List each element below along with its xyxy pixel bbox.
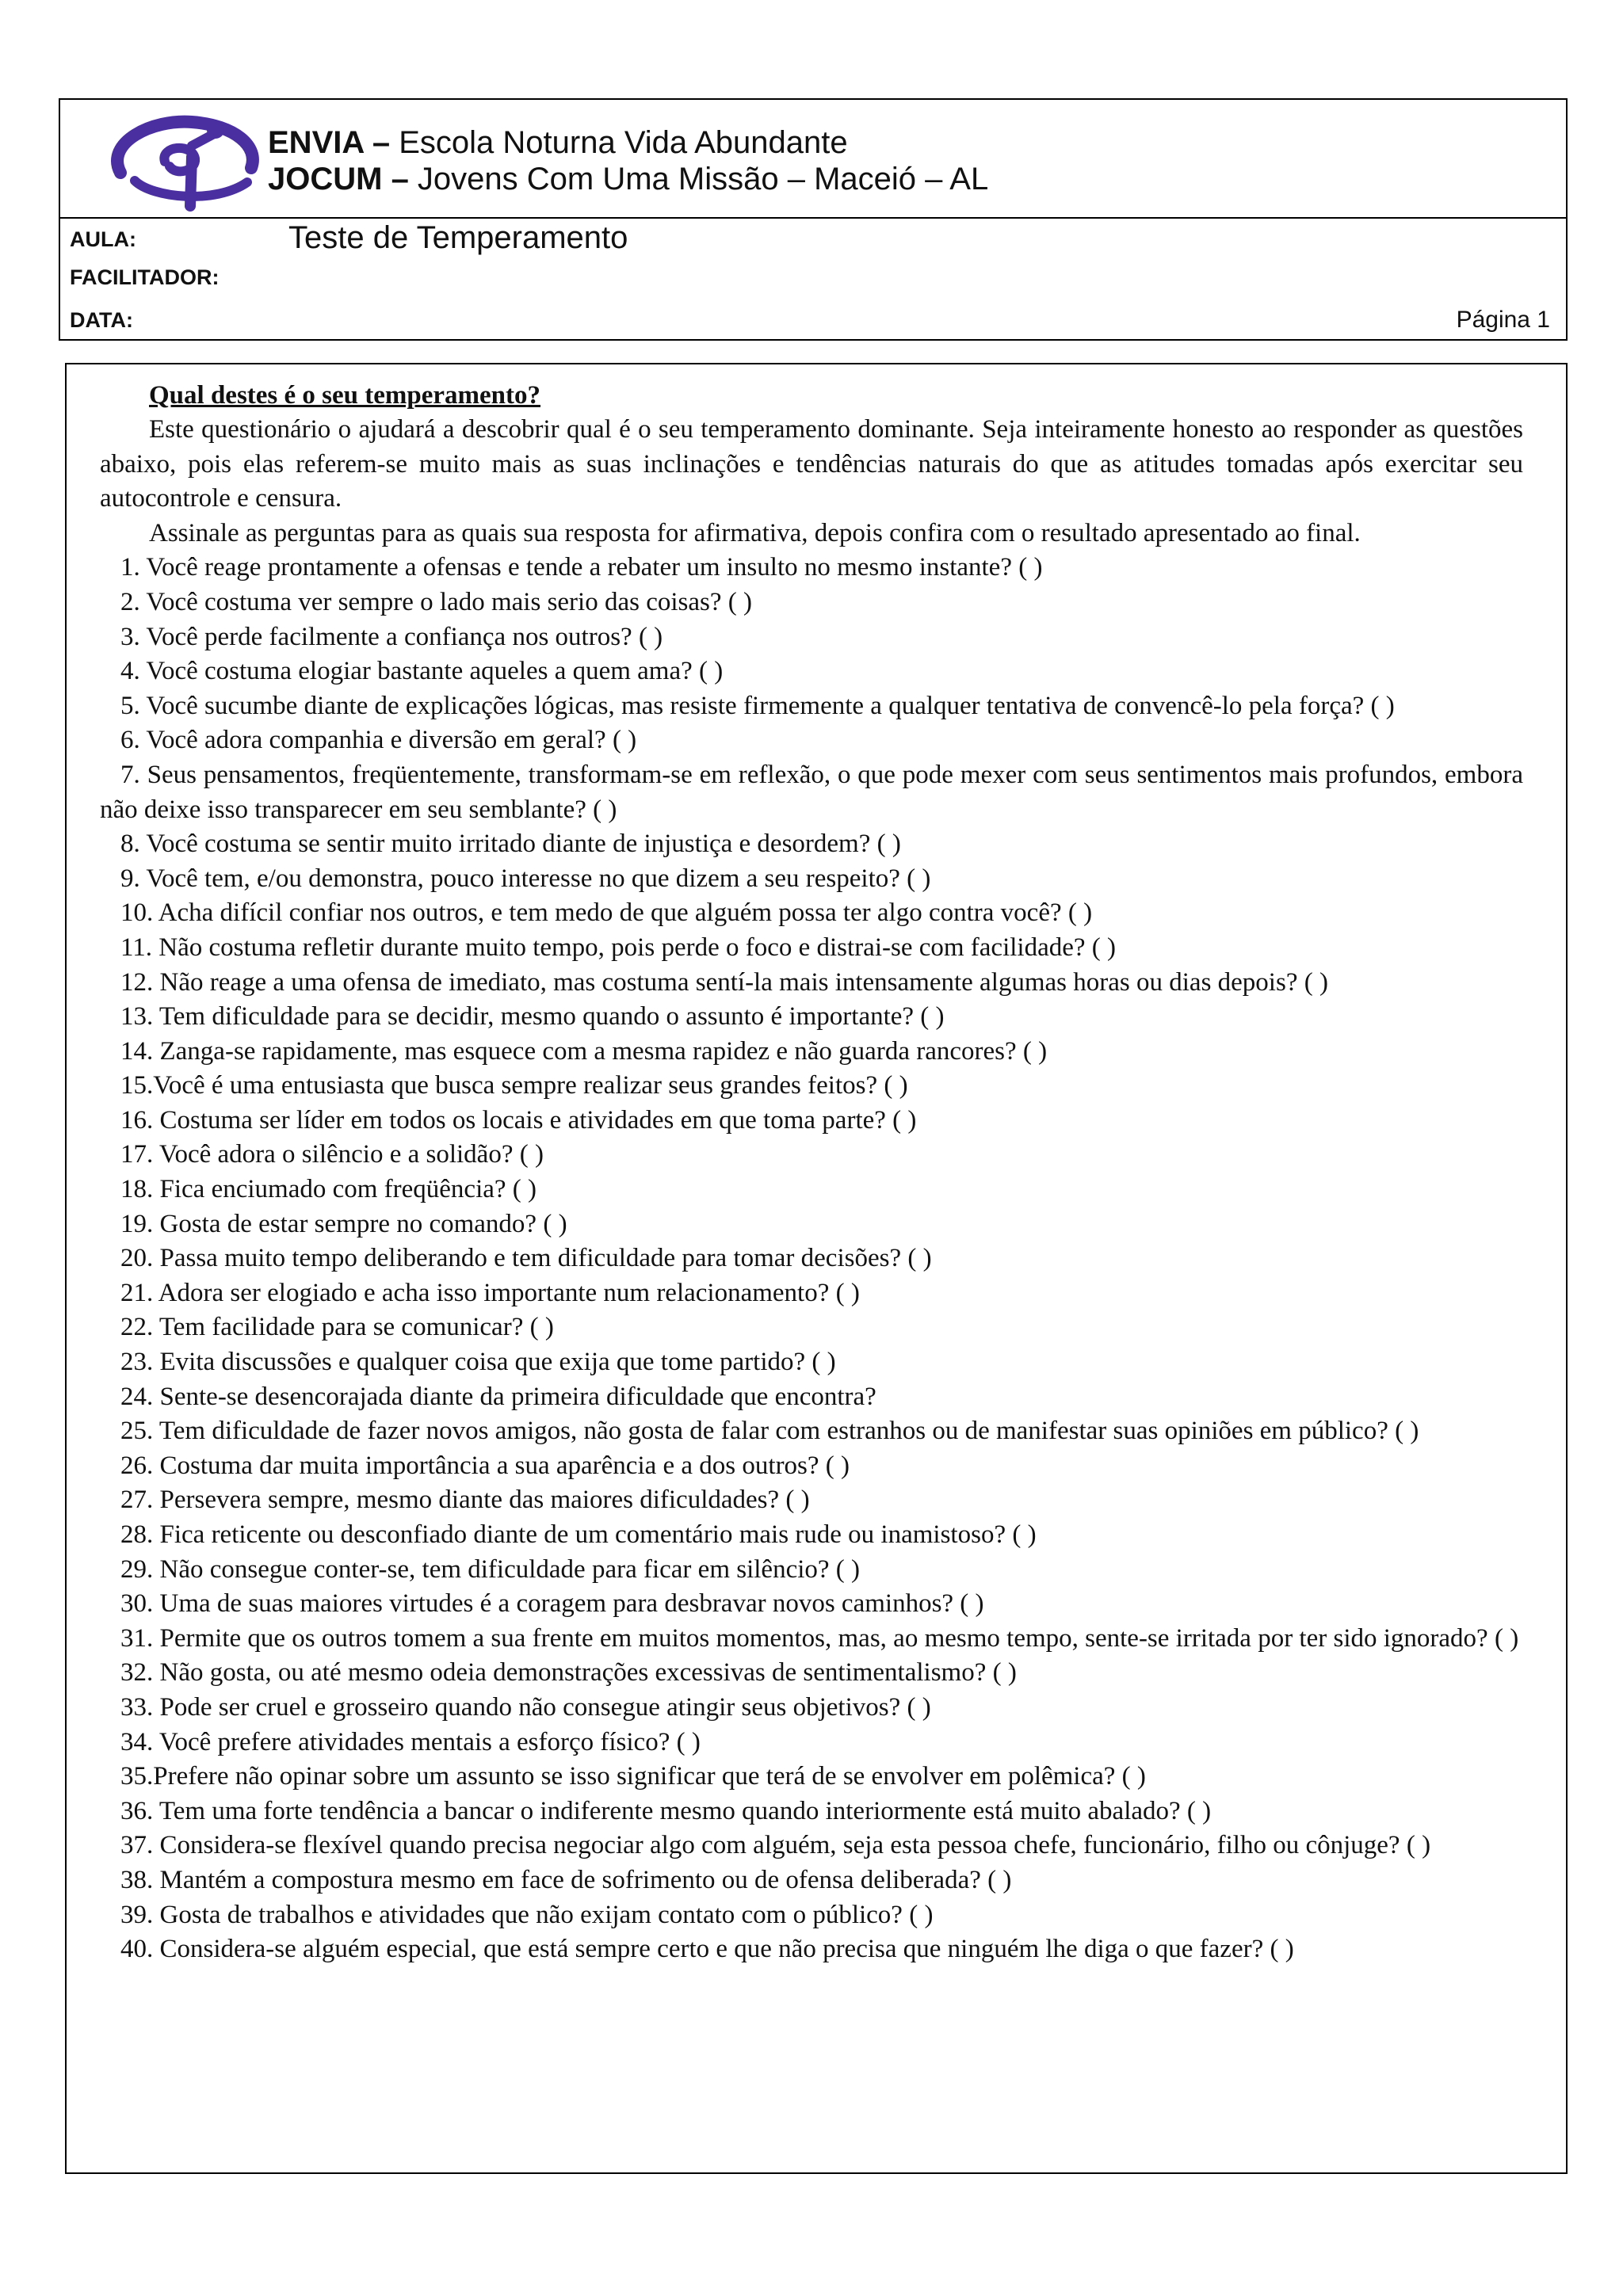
aula-label: AULA: — [70, 227, 136, 251]
question-item: 1. Você reage prontamente a ofensas e tende a rebater um insulto no mesmo instante? ( ) — [120, 553, 1043, 582]
org-line-envia — [268, 124, 848, 162]
question-list — [100, 551, 1523, 1966]
instructions-paragraph: Assinale as perguntas para as quais sua resposta for afirmativa, depois confira com o resultado apresentado ao final. — [149, 518, 1361, 547]
question-item: 11. Não costuma refletir durante muito tempo, pois perde o foco e distrai-se com facilidade? ( ) — [120, 933, 1116, 962]
page-number: Página 1 — [1456, 307, 1550, 333]
intro-paragraph: Este questionário o ajudará a descobrir qual é o seu temperamento dominante. Seja inteiramente honesto ao responder as questões abaixo, pois elas referem-se muito mais as suas inclinações e tendências naturais do que as atitudes tomadas após exercitar seu autocontrole e censura. — [100, 415, 1523, 513]
org-acronym-jocum: JOCUM – — [268, 162, 409, 196]
question-item: 25. Tem dificuldade de fazer novos amigos, não gosta de falar com estranhos ou de manifestar suas opiniões em público? ( ) — [120, 1417, 1419, 1446]
question-item: 30. Uma de suas maiores virtudes é a coragem para desbravar novos caminhos? ( ) — [120, 1589, 984, 1619]
question-item: 35.Prefere não opinar sobre um assunto se isso significar que terá de se envolver em polêmica? ( ) — [120, 1762, 1146, 1791]
question-item: 4. Você costuma elogiar bastante aqueles a quem ama? ( ) — [120, 657, 724, 686]
question-item: 28. Fica reticente ou desconfiado diante de um comentário mais rude ou inamistoso? ( ) — [120, 1520, 1037, 1549]
question-item: 2. Você costuma ver sempre o lado mais serio das coisas? ( ) — [120, 587, 752, 616]
question-item: 19. Gosta de estar sempre no comando? ( ) — [120, 1209, 567, 1238]
org-line-jocum — [268, 160, 988, 198]
question-item: 33. Pode ser cruel e grosseiro quando não consegue atingir seus objetivos? ( ) — [120, 1692, 931, 1722]
question-item: 29. Não consegue conter-se, tem dificuldade para ficar em silêncio? ( ) — [120, 1554, 861, 1584]
question-item: 32. Não gosta, ou até mesmo odeia demonstrações excessivas de sentimentalismo? ( ) — [120, 1658, 1017, 1688]
question-item: 16. Costuma ser líder em todos os locais e atividades em que toma parte? ( ) — [120, 1105, 917, 1135]
header-organization-row — [60, 100, 1566, 219]
org-acronym-envia: ENVIA – — [268, 125, 391, 160]
question-item: 5. Você sucumbe diante de explicações lógicas, mas resiste firmemente a qualquer tentativa de convencê-lo pela força? ( ) — [120, 691, 1395, 720]
question-item: 22. Tem facilidade para se comunicar? ( ) — [120, 1313, 554, 1342]
document-header — [59, 98, 1568, 341]
question-item: 39. Gosta de trabalhos e atividades que não exijam contato com o público? ( ) — [120, 1900, 934, 1929]
question-item: 14. Zanga-se rapidamente, mas esquece com a mesma rapidez e não guarda rancores? ( ) — [120, 1036, 1048, 1066]
question-item: 6. Você adora companhia e diversão em geral? ( ) — [120, 726, 637, 755]
question-item: 10. Acha difícil confiar nos outros, e tem medo de que alguém possa ter algo contra você? ( ) — [120, 898, 1093, 928]
data-label: DATA: — [70, 308, 133, 332]
question-item: 23. Evita discussões e qualquer coisa que exija que tome partido? ( ) — [120, 1348, 836, 1377]
question-item: 37. Considera-se flexível quando precisa negociar algo com alguém, seja esta pessoa chefe, funcionário, filho ou cônjuge? ( ) — [120, 1831, 1431, 1860]
question-item: 36. Tem uma forte tendência a bancar o indiferente mesmo quando interiormente está muito abalado? ( ) — [120, 1796, 1212, 1825]
questionnaire-body — [65, 363, 1568, 2174]
question-item: 38. Mantém a compostura mesmo em face de sofrimento ou de ofensa deliberada? ( ) — [120, 1865, 1012, 1894]
question-item: 9. Você tem, e/ou demonstra, pouco interesse no que dizem a seu respeito? ( ) — [120, 864, 931, 893]
question-item: 18. Fica enciumado com freqüência? ( ) — [120, 1175, 537, 1204]
question-item: 3. Você perde facilmente a confiança nos outros? ( ) — [120, 622, 663, 651]
questionnaire-title: Qual destes é o seu temperamento? — [149, 381, 541, 410]
question-item: 15.Você é uma entusiasta que busca sempre realizar seus grandes feitos? ( ) — [120, 1071, 908, 1100]
question-item: 17. Você adora o silêncio e a solidão? ( ) — [120, 1140, 544, 1169]
question-item: 13. Tem dificuldade para se decidir, mesmo quando o assunto é importante? ( ) — [120, 1002, 945, 1032]
question-item: 7. Seus pensamentos, freqüentemente, transformam-se em reflexão, o que pode mexer com seus sentimentos mais profundos, embora não deixe isso transparecer em seu semblante? ( ) — [100, 760, 1523, 824]
question-item: 12. Não reage a uma ofensa de imediato, mas costuma sentí-la mais intensamente algumas horas ou dias depois? ( ) — [120, 967, 1328, 997]
aula-value: Teste de Temperamento — [288, 220, 628, 255]
question-item: 31. Permite que os outros tomem a sua frente em muitos momentos, mas, ao mesmo tempo, sente-se irritada por ter sido ignorado? ( ) — [120, 1623, 1519, 1653]
question-item: 21. Adora ser elogiado e acha isso importante num relacionamento? ( ) — [120, 1278, 860, 1307]
question-item: 8. Você costuma se sentir muito irritado diante de injustiça e desordem? ( ) — [120, 830, 901, 859]
jocum-logo-icon — [97, 111, 279, 214]
facilitador-label: FACILITADOR: — [70, 265, 220, 289]
question-item: 26. Costuma dar muita importância a sua aparência e a dos outros? ( ) — [120, 1451, 850, 1480]
question-item: 34. Você prefere atividades mentais a esforço físico? ( ) — [120, 1727, 701, 1756]
question-item: 20. Passa muito tempo deliberando e tem dificuldade para tomar decisões? ( ) — [120, 1244, 932, 1273]
org-name-envia: Escola Noturna Vida Abundante — [390, 125, 848, 160]
question-item: 27. Persevera sempre, mesmo diante das maiores dificuldades? ( ) — [120, 1486, 810, 1515]
question-item: 40. Considera-se alguém especial, que está sempre certo e que não precisa que ninguém lhe diga o que fazer? ( ) — [120, 1935, 1294, 1964]
question-item: 24. Sente-se desencorajada diante da primeira dificuldade que encontra? — [120, 1382, 876, 1411]
org-name-jocum: Jovens Com Uma Missão – Maceió – AL — [408, 162, 989, 196]
